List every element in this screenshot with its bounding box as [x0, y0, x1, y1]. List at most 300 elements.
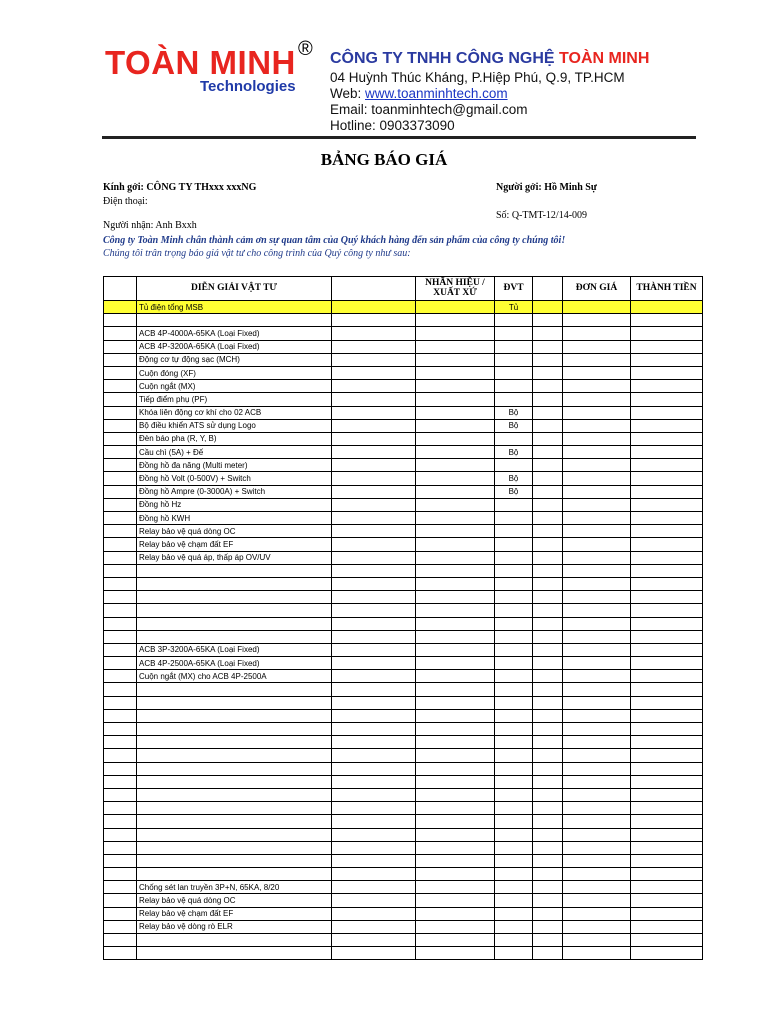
row-total-cell — [631, 498, 703, 511]
row-spec-cell — [332, 934, 416, 947]
row-quantity-cell — [533, 301, 563, 314]
row-total-cell — [631, 393, 703, 406]
row-price-cell — [563, 472, 631, 485]
row-unit-cell — [495, 564, 533, 577]
row-spec-cell — [332, 432, 416, 445]
row-index-cell — [104, 709, 137, 722]
row-unit-cell — [495, 393, 533, 406]
row-total-cell — [631, 657, 703, 670]
row-unit-cell: Bộ — [495, 446, 533, 459]
row-total-cell — [631, 604, 703, 617]
row-description-cell: Tiếp điểm phụ (PF) — [137, 393, 332, 406]
table-row — [104, 868, 703, 881]
to-value: CÔNG TY THxxx xxxNG — [146, 182, 257, 193]
row-spec-cell — [332, 327, 416, 340]
table-row — [104, 498, 703, 511]
thanks-message: Công ty Toàn Minh chân thành cảm ơn sự quan tâm của Quý khách hàng đến sản phẩm của công ty chúng tôi! — [103, 235, 566, 246]
row-brand-cell — [416, 459, 495, 472]
receiver: Người nhận: Anh Bxxh — [103, 220, 197, 231]
row-spec-cell — [332, 380, 416, 393]
row-brand-cell — [416, 709, 495, 722]
row-total-cell — [631, 723, 703, 736]
table-row — [104, 485, 703, 498]
row-total-cell — [631, 301, 703, 314]
row-price-cell — [563, 353, 631, 366]
row-spec-cell — [332, 868, 416, 881]
row-price-cell — [563, 393, 631, 406]
row-index-cell — [104, 736, 137, 749]
row-description-cell — [137, 868, 332, 881]
row-spec-cell — [332, 907, 416, 920]
row-quantity-cell — [533, 419, 563, 432]
row-index-cell — [104, 762, 137, 775]
row-spec-cell — [332, 630, 416, 643]
row-brand-cell — [416, 551, 495, 564]
row-spec-cell — [332, 577, 416, 590]
row-index-cell — [104, 604, 137, 617]
row-description-cell — [137, 604, 332, 617]
row-price-cell — [563, 907, 631, 920]
row-index-cell — [104, 301, 137, 314]
row-price-cell — [563, 485, 631, 498]
row-spec-cell — [332, 696, 416, 709]
row-brand-cell — [416, 393, 495, 406]
row-brand-cell — [416, 446, 495, 459]
row-index-cell — [104, 340, 137, 353]
row-quantity-cell — [533, 406, 563, 419]
row-unit-cell — [495, 749, 533, 762]
row-unit-cell — [495, 551, 533, 564]
row-description-cell — [137, 749, 332, 762]
row-spec-cell — [332, 485, 416, 498]
row-spec-cell — [332, 683, 416, 696]
table-row — [104, 854, 703, 867]
table-row — [104, 736, 703, 749]
row-brand-cell — [416, 512, 495, 525]
row-brand-cell — [416, 854, 495, 867]
row-description-cell: Bộ điều khiển ATS sử dụng Logo — [137, 419, 332, 432]
row-index-cell — [104, 353, 137, 366]
row-price-cell — [563, 327, 631, 340]
row-description-cell: Cuộn đóng (XF) — [137, 366, 332, 379]
row-price-cell — [563, 419, 631, 432]
row-index-cell — [104, 854, 137, 867]
row-price-cell — [563, 446, 631, 459]
table-body — [104, 301, 703, 960]
row-quantity-cell — [533, 551, 563, 564]
row-description-cell — [137, 947, 332, 960]
row-description-cell — [137, 775, 332, 788]
row-brand-cell — [416, 327, 495, 340]
row-total-cell — [631, 564, 703, 577]
row-price-cell — [563, 617, 631, 630]
row-description-cell: ACB 4P-3200A-65KA (Loại Fixed) — [137, 340, 332, 353]
row-price-cell — [563, 630, 631, 643]
row-spec-cell — [332, 393, 416, 406]
to-label: Kính gởi: — [103, 182, 144, 193]
row-description-cell — [137, 736, 332, 749]
row-brand-cell — [416, 920, 495, 933]
row-index-cell — [104, 432, 137, 445]
row-price-cell — [563, 815, 631, 828]
row-quantity-cell — [533, 828, 563, 841]
row-total-cell — [631, 327, 703, 340]
row-price-cell — [563, 723, 631, 736]
row-spec-cell — [332, 446, 416, 459]
row-brand-cell — [416, 301, 495, 314]
row-unit-cell — [495, 630, 533, 643]
row-index-cell — [104, 485, 137, 498]
row-unit-cell — [495, 881, 533, 894]
row-index-cell — [104, 366, 137, 379]
row-total-cell — [631, 894, 703, 907]
table-row — [104, 920, 703, 933]
row-brand-cell — [416, 643, 495, 656]
row-unit-cell — [495, 696, 533, 709]
row-quantity-cell — [533, 446, 563, 459]
table-row — [104, 815, 703, 828]
row-spec-cell — [332, 670, 416, 683]
row-unit-cell — [495, 498, 533, 511]
row-unit-cell — [495, 314, 533, 327]
sender-value: Hồ Minh Sự — [544, 182, 597, 193]
header-brand-line1: NHÃN HIỆU / — [425, 278, 485, 288]
row-index-cell — [104, 670, 137, 683]
row-unit-cell — [495, 643, 533, 656]
row-description-cell: Cuộn ngắt (MX) cho ACB 4P-2500A — [137, 670, 332, 683]
row-index-cell — [104, 788, 137, 801]
row-total-cell — [631, 380, 703, 393]
row-total-cell — [631, 683, 703, 696]
table-row — [104, 327, 703, 340]
row-description-cell — [137, 828, 332, 841]
row-brand-cell — [416, 538, 495, 551]
row-quantity-cell — [533, 617, 563, 630]
company-name-suffix: TOÀN MINH — [559, 50, 650, 67]
row-unit-cell — [495, 538, 533, 551]
row-price-cell — [563, 696, 631, 709]
row-total-cell — [631, 459, 703, 472]
row-spec-cell — [332, 459, 416, 472]
row-spec-cell — [332, 749, 416, 762]
row-total-cell — [631, 841, 703, 854]
row-brand-cell — [416, 406, 495, 419]
row-quantity-cell — [533, 683, 563, 696]
row-brand-cell — [416, 577, 495, 590]
row-total-cell — [631, 472, 703, 485]
row-quantity-cell — [533, 564, 563, 577]
table-row — [104, 762, 703, 775]
row-total-cell — [631, 340, 703, 353]
company-hotline: Hotline: 0903373090 — [330, 118, 455, 133]
row-description-cell: Relay bảo vệ quá dòng OC — [137, 525, 332, 538]
row-brand-cell — [416, 788, 495, 801]
row-index-cell — [104, 947, 137, 960]
row-price-cell — [563, 683, 631, 696]
row-price-cell — [563, 591, 631, 604]
row-index-cell — [104, 512, 137, 525]
row-quantity-cell — [533, 736, 563, 749]
row-unit-cell — [495, 432, 533, 445]
row-total-cell — [631, 643, 703, 656]
row-price-cell — [563, 854, 631, 867]
row-unit-cell — [495, 920, 533, 933]
row-quantity-cell — [533, 947, 563, 960]
row-unit-cell — [495, 815, 533, 828]
row-price-cell — [563, 828, 631, 841]
row-quantity-cell — [533, 591, 563, 604]
row-price-cell — [563, 670, 631, 683]
row-quantity-cell — [533, 604, 563, 617]
row-total-cell — [631, 432, 703, 445]
table-row — [104, 406, 703, 419]
row-quantity-cell — [533, 775, 563, 788]
row-spec-cell — [332, 881, 416, 894]
row-price-cell — [563, 947, 631, 960]
row-total-cell — [631, 881, 703, 894]
row-unit-cell — [495, 380, 533, 393]
row-quantity-cell — [533, 459, 563, 472]
row-spec-cell — [332, 775, 416, 788]
row-total-cell — [631, 406, 703, 419]
row-quantity-cell — [533, 314, 563, 327]
row-brand-cell — [416, 828, 495, 841]
row-index-cell — [104, 802, 137, 815]
table-row — [104, 551, 703, 564]
row-brand-cell — [416, 564, 495, 577]
table-row — [104, 604, 703, 617]
company-name-prefix: CÔNG TY TNHH CÔNG NGHỆ — [330, 50, 560, 67]
row-description-cell: Tủ điện tổng MSB — [137, 301, 332, 314]
row-quantity-cell — [533, 670, 563, 683]
table-row — [104, 459, 703, 472]
row-spec-cell — [332, 525, 416, 538]
row-brand-cell — [416, 868, 495, 881]
table-row — [104, 788, 703, 801]
row-total-cell — [631, 709, 703, 722]
row-price-cell — [563, 775, 631, 788]
row-description-cell: Đồng hồ đa năng (Multi meter) — [137, 459, 332, 472]
row-index-cell — [104, 525, 137, 538]
row-description-cell: Chống sét lan truyền 3P+N, 65KA, 8/20 — [137, 881, 332, 894]
row-unit-cell — [495, 709, 533, 722]
row-spec-cell — [332, 353, 416, 366]
row-total-cell — [631, 762, 703, 775]
row-spec-cell — [332, 406, 416, 419]
row-unit-cell — [495, 841, 533, 854]
page-title: BẢNG BÁO GIÁ — [320, 150, 448, 169]
row-brand-cell — [416, 723, 495, 736]
row-brand-cell — [416, 683, 495, 696]
row-brand-cell — [416, 947, 495, 960]
row-brand-cell — [416, 736, 495, 749]
row-description-cell: Relay bảo vệ dòng rò ELR — [137, 920, 332, 933]
row-spec-cell — [332, 498, 416, 511]
row-price-cell — [563, 788, 631, 801]
row-brand-cell — [416, 670, 495, 683]
row-description-cell: Động cơ tự động sạc (MCH) — [137, 353, 332, 366]
row-price-cell — [563, 657, 631, 670]
row-spec-cell — [332, 723, 416, 736]
row-quantity-cell — [533, 894, 563, 907]
row-index-cell — [104, 643, 137, 656]
table-row — [104, 538, 703, 551]
row-total-cell — [631, 525, 703, 538]
row-brand-cell — [416, 432, 495, 445]
row-description-cell — [137, 854, 332, 867]
row-price-cell — [563, 802, 631, 815]
table-row — [104, 749, 703, 762]
row-spec-cell — [332, 314, 416, 327]
row-index-cell — [104, 934, 137, 947]
row-index-cell — [104, 314, 137, 327]
row-spec-cell — [332, 947, 416, 960]
row-price-cell — [563, 604, 631, 617]
row-quantity-cell — [533, 380, 563, 393]
table-row — [104, 380, 703, 393]
row-price-cell — [563, 881, 631, 894]
row-total-cell — [631, 736, 703, 749]
row-description-cell: Đồng hồ Ampre (0-3000A) + Switch — [137, 485, 332, 498]
row-description-cell — [137, 815, 332, 828]
row-quantity-cell — [533, 696, 563, 709]
row-index-cell — [104, 406, 137, 419]
header-description: DIỄN GIẢI VẬT TƯ — [137, 277, 332, 301]
row-spec-cell — [332, 802, 416, 815]
table-row — [104, 446, 703, 459]
row-index-cell — [104, 591, 137, 604]
row-price-cell — [563, 459, 631, 472]
row-unit-cell — [495, 577, 533, 590]
row-description-cell — [137, 683, 332, 696]
row-index-cell — [104, 920, 137, 933]
row-quantity-cell — [533, 709, 563, 722]
table-row — [104, 432, 703, 445]
row-spec-cell — [332, 301, 416, 314]
table-row — [104, 723, 703, 736]
row-quantity-cell — [533, 393, 563, 406]
row-brand-cell — [416, 815, 495, 828]
table-row — [104, 683, 703, 696]
row-unit-cell — [495, 868, 533, 881]
row-index-cell — [104, 907, 137, 920]
row-total-cell — [631, 947, 703, 960]
row-spec-cell — [332, 788, 416, 801]
row-brand-cell — [416, 762, 495, 775]
row-description-cell — [137, 788, 332, 801]
row-price-cell — [563, 920, 631, 933]
row-brand-cell — [416, 934, 495, 947]
table-row — [104, 643, 703, 656]
row-price-cell — [563, 538, 631, 551]
row-brand-cell — [416, 894, 495, 907]
row-total-cell — [631, 670, 703, 683]
row-total-cell — [631, 802, 703, 815]
row-quantity-cell — [533, 868, 563, 881]
row-description-cell — [137, 696, 332, 709]
row-index-cell — [104, 327, 137, 340]
row-spec-cell — [332, 604, 416, 617]
row-quantity-cell — [533, 525, 563, 538]
row-description-cell: Relay bảo vệ quá áp, thấp áp OV/UV — [137, 551, 332, 564]
table-row — [104, 472, 703, 485]
row-spec-cell — [332, 366, 416, 379]
row-spec-cell — [332, 643, 416, 656]
table-row — [104, 775, 703, 788]
sender-label: Người gởi: — [496, 182, 542, 193]
row-brand-cell — [416, 604, 495, 617]
row-description-cell: ACB 4P-2500A-65KA (Loại Fixed) — [137, 657, 332, 670]
row-quantity-cell — [533, 432, 563, 445]
row-unit-cell — [495, 670, 533, 683]
row-description-cell — [137, 934, 332, 947]
row-index-cell — [104, 538, 137, 551]
row-price-cell — [563, 564, 631, 577]
table-row — [104, 709, 703, 722]
row-unit-cell — [495, 459, 533, 472]
row-spec-cell — [332, 709, 416, 722]
row-quantity-cell — [533, 854, 563, 867]
row-total-cell — [631, 577, 703, 590]
table-row — [104, 670, 703, 683]
row-brand-cell — [416, 314, 495, 327]
sender — [496, 182, 597, 193]
row-price-cell — [563, 762, 631, 775]
row-price-cell — [563, 432, 631, 445]
row-brand-cell — [416, 353, 495, 366]
row-brand-cell — [416, 881, 495, 894]
row-unit-cell — [495, 854, 533, 867]
row-unit-cell — [495, 788, 533, 801]
row-quantity-cell — [533, 841, 563, 854]
row-description-cell — [137, 314, 332, 327]
row-quantity-cell — [533, 630, 563, 643]
web-link[interactable]: www.toanminhtech.com — [365, 86, 508, 101]
row-quantity-cell — [533, 353, 563, 366]
table-header-row — [104, 277, 703, 301]
row-brand-cell — [416, 340, 495, 353]
row-description-cell — [137, 723, 332, 736]
row-index-cell — [104, 419, 137, 432]
row-spec-cell — [332, 736, 416, 749]
header-brand-line2: XUẤT XỨ — [433, 287, 477, 298]
row-brand-cell — [416, 419, 495, 432]
row-quantity-cell — [533, 920, 563, 933]
row-unit-cell — [495, 736, 533, 749]
row-description-cell — [137, 577, 332, 590]
table-row — [104, 617, 703, 630]
row-brand-cell — [416, 696, 495, 709]
row-unit-cell — [495, 894, 533, 907]
row-brand-cell — [416, 802, 495, 815]
row-description-cell — [137, 762, 332, 775]
row-brand-cell — [416, 485, 495, 498]
row-index-cell — [104, 393, 137, 406]
row-quantity-cell — [533, 749, 563, 762]
row-price-cell — [563, 868, 631, 881]
row-index-cell — [104, 446, 137, 459]
row-quantity-cell — [533, 802, 563, 815]
row-unit-cell — [495, 947, 533, 960]
row-brand-cell — [416, 591, 495, 604]
row-unit-cell — [495, 907, 533, 920]
company-web — [330, 86, 508, 101]
row-quantity-cell — [533, 788, 563, 801]
table-row — [104, 841, 703, 854]
table-row — [104, 301, 703, 314]
row-total-cell — [631, 314, 703, 327]
row-description-cell: Cầu chì (5A) + Đế — [137, 446, 332, 459]
